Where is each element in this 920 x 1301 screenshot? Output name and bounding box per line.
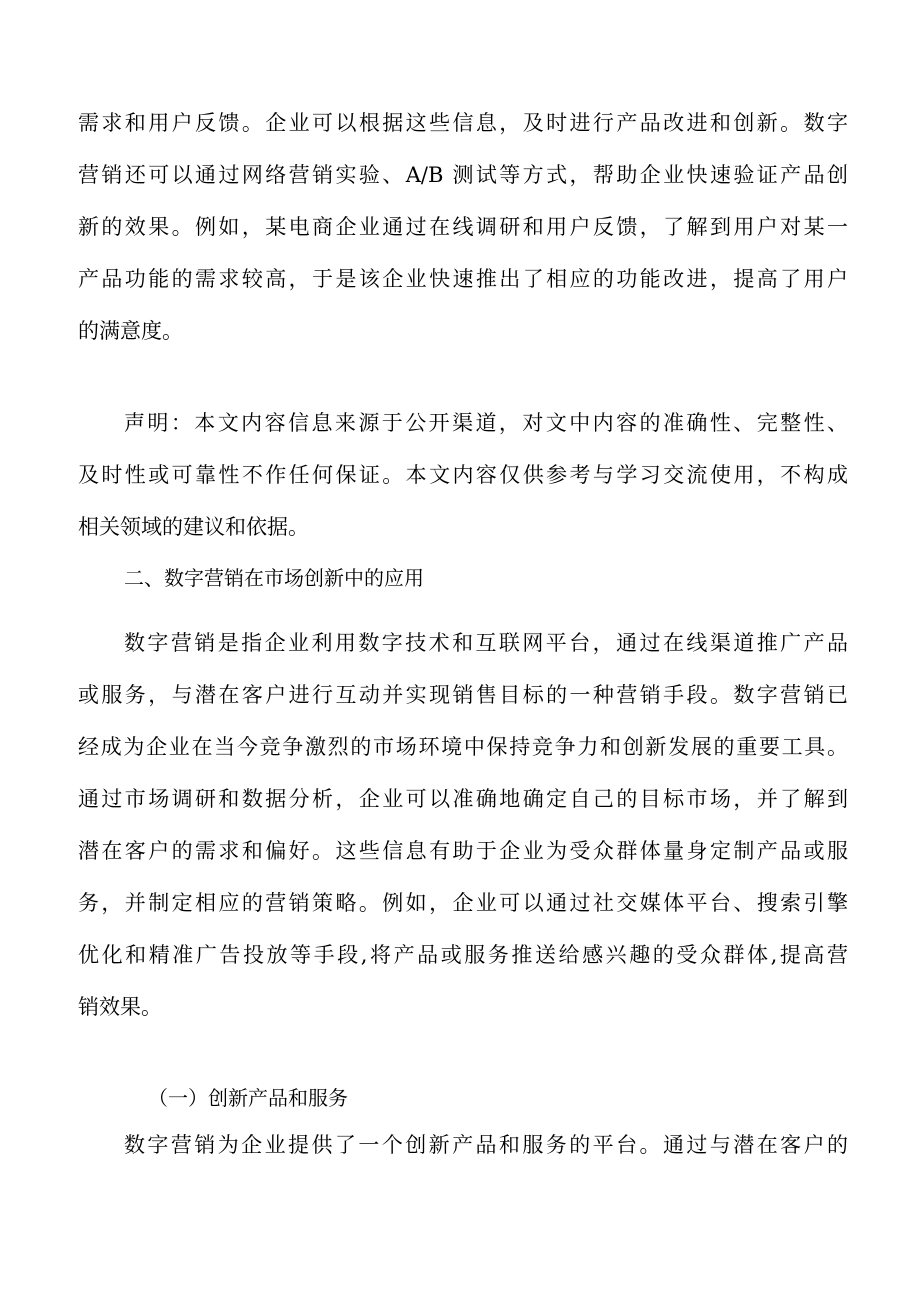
text-line: 或服务，与潜在客户进行互动并实现销售目标的一种营销手段。数字营销已: [78, 683, 848, 707]
paragraph-digital-marketing: [78, 628, 848, 1044]
text-line: 数字营销是指企业利用数字技术和互联网平台，通过在线渠道推广产品: [124, 631, 848, 655]
text-line: 需求和用户反馈。企业可以根据这些信息，及时进行产品改进和创新。数字: [78, 111, 848, 135]
section-heading: 二、数字营销在市场创新中的应用: [124, 566, 424, 590]
text-line: 声明：本文内容信息来源于公开渠道，对文中内容的准确性、完整性、: [124, 411, 848, 435]
paragraph-innovation-platform: [78, 1130, 848, 1182]
text-line: 数字营销为企业提供了一个创新产品和服务的平台。通过与潜在客户的: [124, 1133, 848, 1157]
text-line: 的满意度。: [78, 319, 183, 343]
text-line: 及时性或可靠性不作任何保证。本文内容仅供参考与学习交流使用，不构成: [78, 463, 848, 487]
text-line: 优化和精准广告投放等手段,将产品或服务推送给感兴趣的受众群体,提高营: [78, 943, 848, 967]
text-line: 产品功能的需求较高，于是该企业快速推出了相应的功能改进，提高了用户: [78, 267, 848, 291]
text-line: 通过市场调研和数据分析，企业可以准确地确定自己的目标市场，并了解到: [78, 787, 848, 811]
text-line: 营销还可以通过网络营销实验、A/B 测试等方式，帮助企业快速验证产品创: [78, 163, 848, 187]
paragraph-product-feedback: [78, 108, 848, 368]
text-line: 潜在客户的需求和偏好。这些信息有助于企业为受众群体量身定制产品或服: [78, 839, 848, 863]
subsection-heading: （一）创新产品和服务: [148, 1086, 348, 1110]
text-line: 务，并制定相应的营销策略。例如，企业可以通过社交媒体平台、搜索引擎: [78, 891, 848, 915]
text-line: 销效果。: [78, 995, 162, 1019]
text-line: 相关领域的建议和依据。: [78, 515, 309, 539]
text-line: 新的效果。例如，某电商企业通过在线调研和用户反馈，了解到用户对某一: [78, 215, 848, 239]
paragraph-disclaimer: [78, 408, 848, 564]
text-line: 经成为企业在当今竞争激烈的市场环境中保持竞争力和创新发展的重要工具。: [78, 735, 848, 759]
